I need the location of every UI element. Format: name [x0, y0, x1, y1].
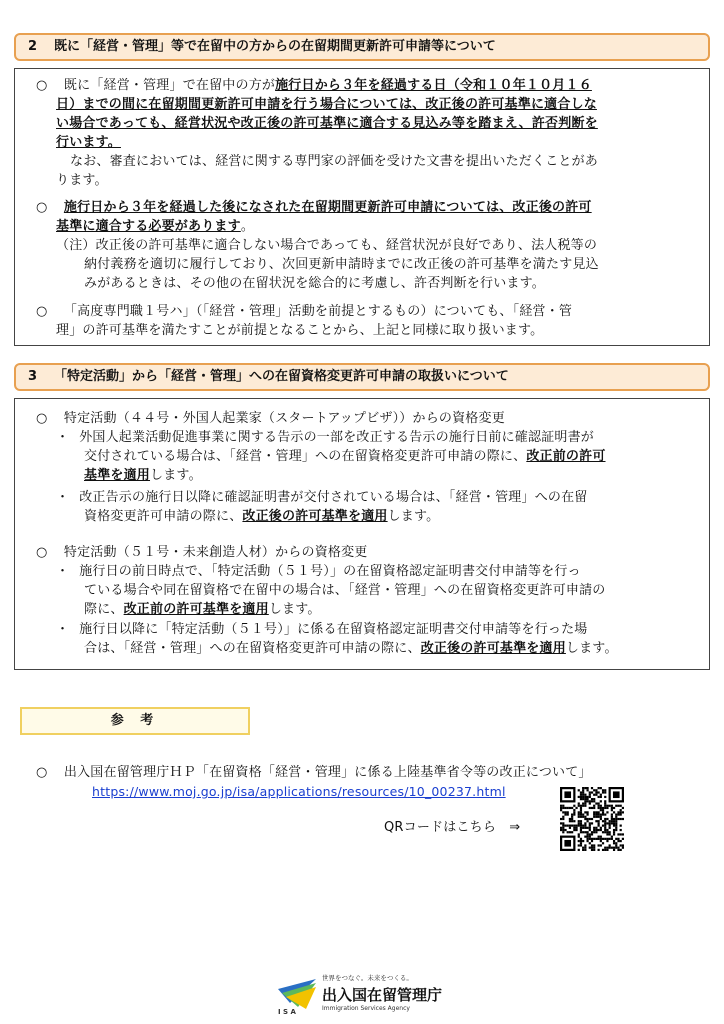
- s2-p1-circle: ○: [36, 78, 48, 93]
- section-3-title: 「特定活動」から「経営・管理」への在留資格変更許可申請の取扱いについて: [54, 369, 509, 384]
- s2-p1-line4: 行います。: [56, 135, 121, 150]
- reference-header: 参 考: [20, 707, 250, 735]
- s2-note-line1: （注）改正後の許可基準に適合しない場合であっても、経営状況が良好であり、法人税等の: [56, 238, 598, 253]
- qr-label: QRコードはこちら ⇒: [384, 820, 521, 835]
- s2-p3-line2: 理」の許可基準を満たすことが前提となることから、上記と同様に取り扱います。: [56, 323, 544, 338]
- qr-code-icon[interactable]: [560, 787, 624, 851]
- s3-g1-item1-line3: 基準を適用します。: [84, 468, 202, 483]
- s3-g2-item2-line1: ・ 施行日以降に「特定活動（５１号）」に係る在留資格認定証明書交付申請等を行った場: [56, 622, 588, 637]
- s2-p1-line3: い場合であっても、経営状況や改正後の許可基準に適合する見込み等を踏まえ、許否判断を: [56, 116, 598, 131]
- s2-p2-circle: ○: [36, 200, 48, 215]
- reference-text: ○ 出入国在留管理庁ＨＰ「在留資格「経営・管理」に係る上陸基準省令等の改正について」: [36, 765, 592, 780]
- isa-abbr: I S A: [278, 1008, 296, 1016]
- section-2-number: 2: [28, 39, 38, 54]
- s3-g2-item1-line1: ・ 施行日の前日時点で、「特定活動（５１号）」の在留資格認定証明書交付申請等を行っ: [56, 564, 581, 579]
- s2-p2-line1: ○ 施行日から３年を経過した後になされた在留期間更新許可申請については、改正後の許可: [36, 200, 592, 215]
- section-3-number: 3: [28, 369, 38, 384]
- section-2-title: 既に「経営・管理」等で在留中の方からの在留期間更新許可申請等について: [54, 39, 496, 54]
- s3-g1-item2-line2: 資格変更許可申請の際に、改正後の許可基準を適用します。: [84, 509, 440, 524]
- isa-logo: [276, 969, 476, 1019]
- reference-link[interactable]: https://www.moj.go.jp/isa/applications/resources/10_00237.html: [92, 784, 506, 799]
- isa-name-en: Immigration Services Agency: [322, 1005, 410, 1012]
- s2-note-line3: みがあるときは、その他の在留状況を総合的に考慮し、許否判断を行います。: [84, 276, 545, 291]
- s3-g2-item2-line2: 合は、「経営・管理」への在留資格変更許可申請の際に、改正後の許可基準を適用します。: [84, 641, 618, 656]
- s3-g2-circle: ○: [36, 545, 48, 560]
- s2-p1-line1: ○ 既に「経営・管理」で在留中の方が施行日から３年を経過する日（令和１０年１０月１６: [36, 78, 592, 93]
- reference-circle: ○: [36, 765, 48, 780]
- s3-g2-heading: ○ 特定活動（５１号・未来創造人材）からの資格変更: [36, 545, 368, 560]
- s3-g2-item1-line2: ている場合や同在留資格で在留中の場合は、「経営・管理」への在留資格変更許可申請の: [84, 583, 606, 598]
- isa-emblem-icon: [276, 973, 318, 1013]
- s3-g1-item1-line1: ・ 外国人起業活動促進事業に関する告示の一部を改正する告示の施行日前に確認証明書が: [56, 430, 595, 445]
- s2-p3-line1: ○ 「高度専門職１号ハ」（「経営・管理」活動を前提とするもの）についても、「経営・管: [36, 304, 573, 319]
- s2-p1-line2: 日）までの間に在留期間更新許可申請を行う場合については、改正後の許可基準に適合しな: [56, 97, 597, 112]
- section-2-header: [14, 33, 710, 61]
- s2-p3-circle: ○: [36, 304, 48, 319]
- s2-p1-note-line2: ります。: [56, 173, 108, 188]
- s3-g2-item1-line3: 際に、改正前の許可基準を適用します。: [84, 602, 321, 617]
- s3-g1-item2-line1: ・ 改正告示の施行日以降に確認証明書が交付されている場合は、「経営・管理」への在留: [56, 490, 588, 505]
- section-3-header: [14, 363, 710, 391]
- s3-g1-heading: ○ 特定活動（４４号・外国人起業家（スタートアップビザ））からの資格変更: [36, 411, 505, 426]
- s3-g1-item1-line2: 交付されている場合は、「経営・管理」への在留資格変更許可申請の際に、改正前の許可: [84, 449, 606, 464]
- isa-name-jp: 出入国在留管理庁: [322, 986, 443, 1004]
- s2-p1-note-line1: なお、審査においては、経営に関する専門家の評価を受けた文書を提出いただくことがあ: [70, 154, 599, 169]
- isa-tagline: 世界をつなぐ。未来をつくる。: [322, 974, 413, 982]
- s2-note-line2: 納付義務を適切に履行しており、次回更新申請時までに改正後の許可基準を満たす見込: [84, 257, 599, 272]
- s2-p2-line2: 基準に適合する必要があります。: [56, 219, 255, 234]
- s3-g1-circle: ○: [36, 411, 48, 426]
